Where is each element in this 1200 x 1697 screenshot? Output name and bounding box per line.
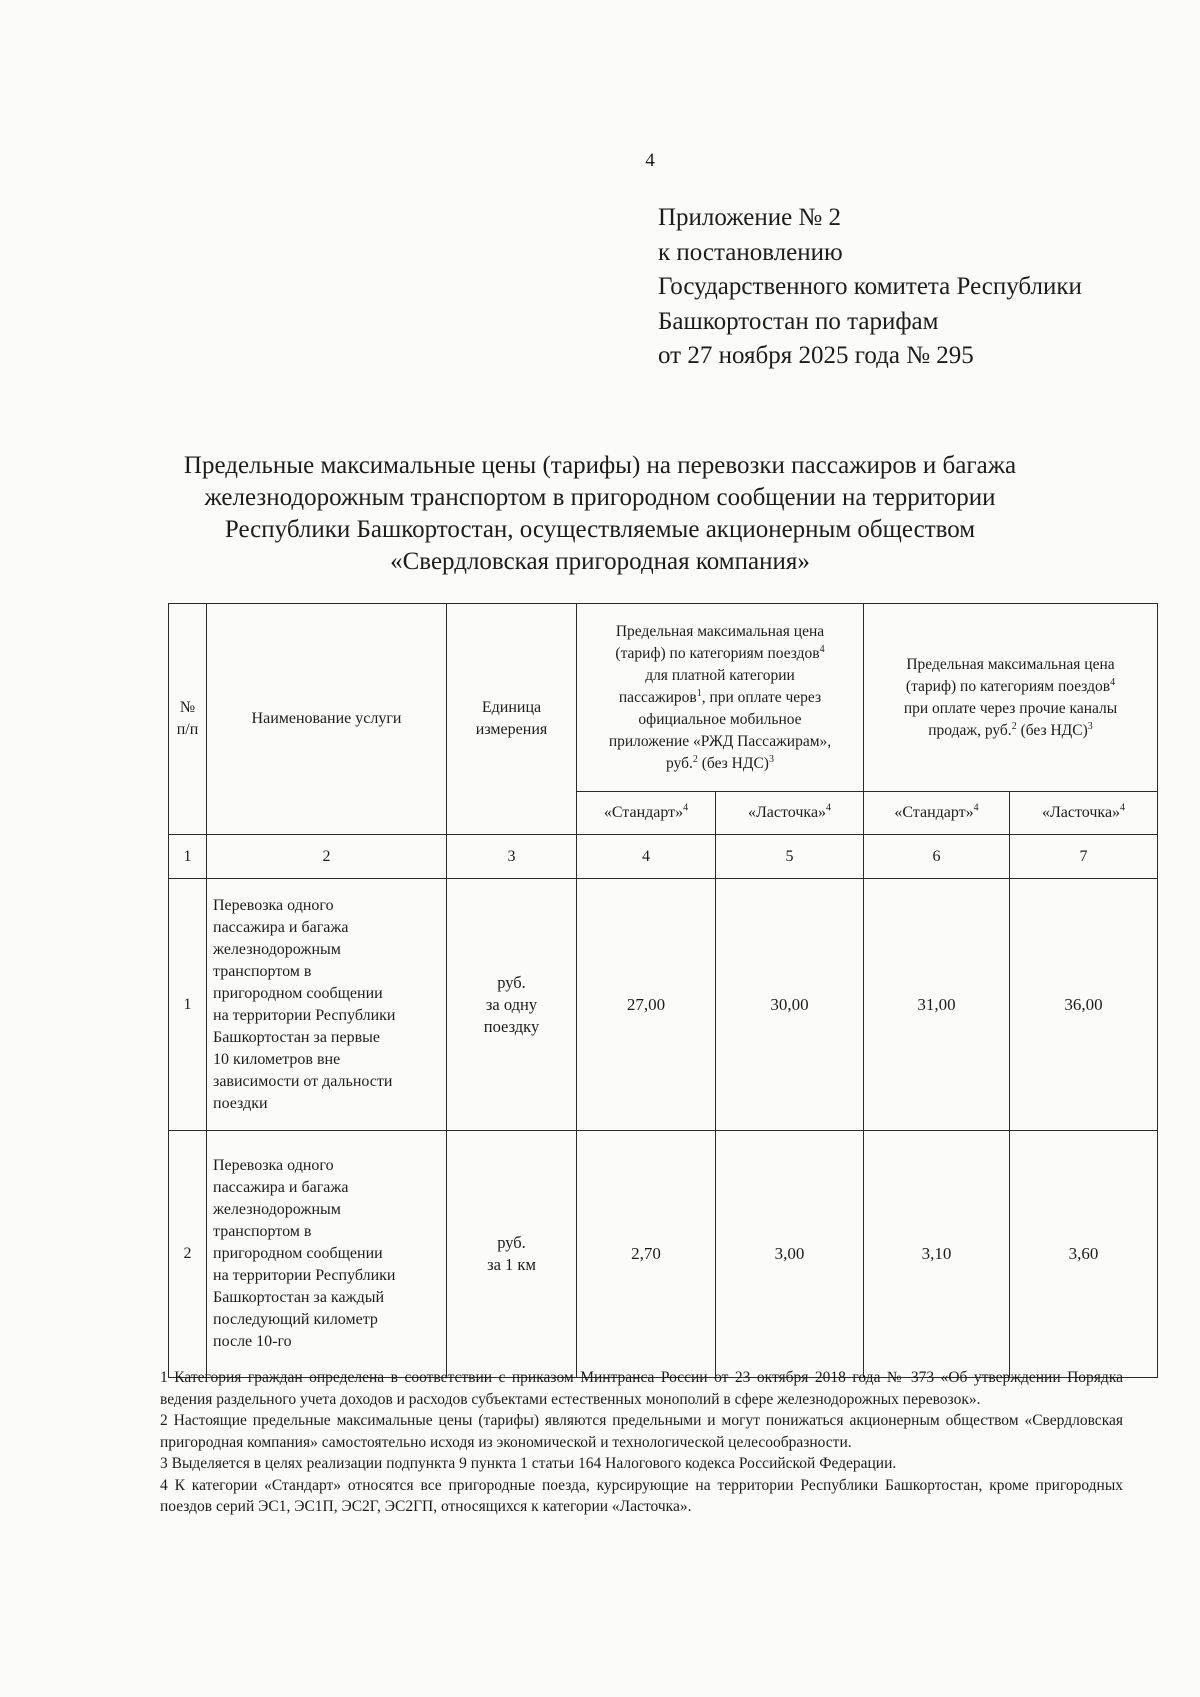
table-row <box>169 1131 1158 1378</box>
price-other-lastochka: 3,60 <box>1010 1131 1158 1378</box>
column-number: 7 <box>1010 835 1158 879</box>
column-number: 1 <box>169 835 207 879</box>
appendix-line: Башкортостан по тарифам <box>658 307 939 335</box>
column-number: 3 <box>447 835 577 879</box>
row-number: 1 <box>169 879 207 1131</box>
page-number: 4 <box>645 150 655 171</box>
header-number-line: п/п <box>176 721 199 738</box>
row-number: 2 <box>169 1131 207 1378</box>
footnote-ref: 2 <box>1011 720 1017 732</box>
service-name: Перевозка одного пассажира и багажа железнодорожным транспортом в пригородном сообщении на территории Республики Башкортостан за каждый последующий километр после 10-го <box>207 1131 447 1378</box>
column-number: 6 <box>864 835 1010 879</box>
unit-of-measure: руб. за одну поездку <box>447 879 577 1131</box>
header-other-lastochka: «Ласточка»$^4$ <box>1010 792 1158 835</box>
footnote-ref: 3 <box>768 753 774 765</box>
footnote-ref: 1 <box>696 687 702 699</box>
header-unit-line: измерения <box>475 721 548 738</box>
footnote: 2 Настоящие предельные максимальные цены (тарифы) являются предельными и могут понижаться акционерным обществом «Свердловская пригородная компания» самостоятельно исходя из экономической и технологической целесообразности. <box>160 1412 1123 1451</box>
header-number <box>169 604 207 835</box>
unit-of-measure: руб. за 1 км <box>447 1131 577 1378</box>
column-number: 2 <box>207 835 447 879</box>
header-other-channels-group: Предельная максимальная цена (тариф) по категориям поездов$^4$ при оплате через прочие каналы продаж, руб.$^2$ (без НДС)$^3$ <box>864 604 1158 792</box>
price-other-lastochka: 36,00 <box>1010 879 1158 1131</box>
price-other-standard: 31,00 <box>864 879 1010 1131</box>
header-unit-line: Единица <box>481 699 542 716</box>
footnote: 4 К категории «Стандарт» относятся все пригородные поезда, курсирующие на территории Республики Башкортостан, кроме пригородных поездов серий ЭС1, ЭС1П, ЭС2Г, ЭС2ГП, относящихся к категории «Ласточка». <box>160 1476 1123 1515</box>
appendix-line: от 27 ноября 2025 года № 295 <box>658 342 974 369</box>
footnote-ref: 4 <box>819 643 825 655</box>
header-number-line: № <box>179 699 196 716</box>
price-other-standard: 3,10 <box>864 1131 1010 1378</box>
header-app-standard: «Стандарт»$^4$ <box>577 792 716 835</box>
tariff-table <box>168 603 1158 1378</box>
header-other-standard: «Стандарт»$^4$ <box>864 792 1010 835</box>
title-line: Предельные максимальные цены (тарифы) на перевозки пассажиров и багажа <box>183 452 1017 479</box>
footnotes <box>160 1367 1123 1518</box>
appendix-line: Приложение № 2 <box>658 204 842 231</box>
header-app-lastochka: «Ласточка»$^4$ <box>716 792 864 835</box>
column-number: 5 <box>716 835 864 879</box>
document-title <box>100 450 1100 578</box>
footnote-ref: 4 <box>1110 676 1116 688</box>
column-number: 4 <box>577 835 716 879</box>
price-app-standard: 2,70 <box>577 1131 716 1378</box>
price-app-lastochka: 30,00 <box>716 879 864 1131</box>
footnote-ref: 3 <box>1087 720 1093 732</box>
title-line: «Свердловская пригородная компания» <box>390 548 810 575</box>
price-app-lastochka: 3,00 <box>716 1131 864 1378</box>
appendix-block <box>658 201 1082 374</box>
appendix-line: к постановлению <box>658 238 843 266</box>
table-row <box>169 879 1158 1131</box>
title-line: Республики Башкортостан, осуществляемые акционерным обществом <box>224 516 976 543</box>
price-app-standard: 27,00 <box>577 879 716 1131</box>
footnote-ref: 2 <box>692 753 698 765</box>
title-line: железнодорожным транспортом в пригородном сообщении на территории <box>204 484 996 511</box>
header-service: Наименование услуги <box>207 604 447 835</box>
footnote: 3 Выделяется в целях реализации подпункта 9 пункта 1 статьи 164 Налогового кодекса Российской Федерации. <box>160 1455 897 1472</box>
header-unit <box>447 604 577 835</box>
header-app-price-group: Предельная максимальная цена (тариф) по категориям поездов$^4$ для платной категории пассажиров$^1$, при оплате через официальное мобильное приложение «РЖД Пассажирам», руб.$^2$ (без НДС)$^3$ <box>577 604 864 792</box>
appendix-line: Государственного комитета Республики <box>658 273 1082 300</box>
service-name: Перевозка одного пассажира и багажа железнодорожным транспортом в пригородном сообщении на территории Республики Башкортостан за первые 10 километров вне зависимости от дальности поездки <box>207 879 447 1131</box>
footnote: 1 Категория граждан определена в соответствии с приказом Минтранса России от 23 октября 2018 года № 373 «Об утверждении Порядка ведения раздельного учета доходов и расходов субъектами естественных монополий в сфере железнодорожных перевозок». <box>160 1369 1123 1408</box>
